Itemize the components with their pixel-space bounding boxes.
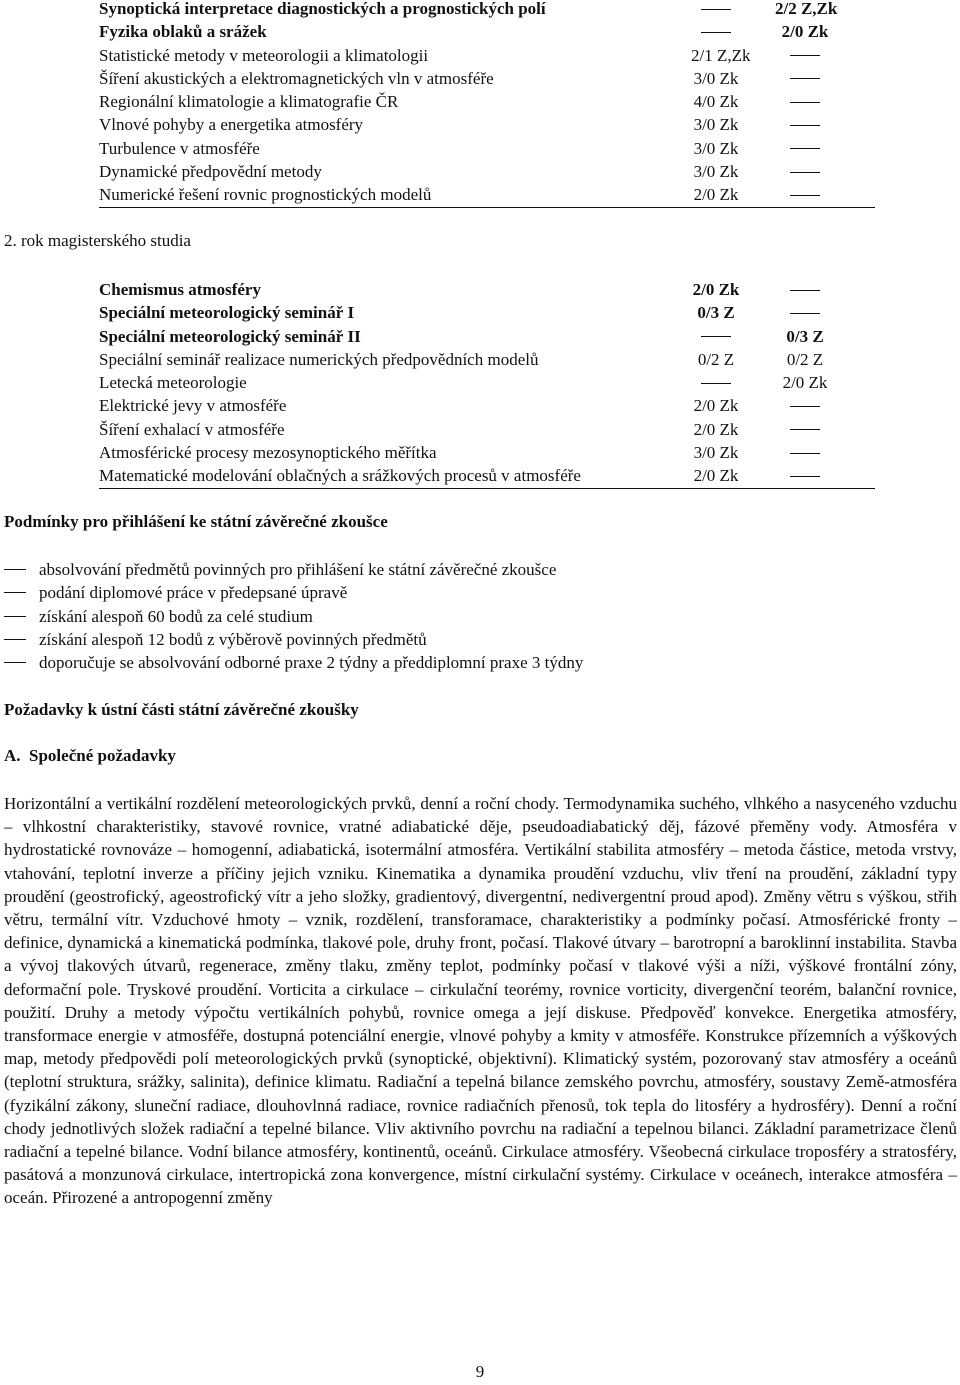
course-name: Atmosférické procesy mezosynoptického měřítka <box>99 443 437 463</box>
dash-mark <box>790 453 820 454</box>
summer-term-value: 2/2 Z,Zk <box>775 0 838 18</box>
course-name: Šíření exhalací v atmosféře <box>99 419 285 439</box>
dash-mark <box>790 55 820 56</box>
dash-mark <box>790 172 820 173</box>
table-row <box>99 20 875 43</box>
course-name: Turbulence v atmosféře <box>99 138 260 158</box>
table-bottom-rule <box>99 207 875 208</box>
course-name: Fyzika oblaků a srážek <box>99 22 267 42</box>
list-item-text: doporučuje se absolvování odborné praxe 2 týdny a předdiplomní praxe 3 týdny <box>39 653 584 673</box>
table-row <box>99 348 875 371</box>
winter-term-value: 2/0 Zk <box>693 185 739 205</box>
winter-term-value: 2/1 Z,Zk <box>691 45 751 65</box>
summer-term-value <box>775 67 835 90</box>
dash-mark <box>790 78 820 79</box>
dash-mark <box>701 9 731 10</box>
course-name: Vlnové pohyby a energetika atmosféry <box>99 115 364 135</box>
summer-term-value <box>775 441 835 464</box>
course-table-first-year <box>99 0 875 207</box>
winter-term-value <box>691 371 741 394</box>
course-name: Chemismus atmosféry <box>99 280 261 299</box>
list-item-text: absolvování předmětů povinných pro přihlášení ke státní závěrečné zkoušce <box>39 560 557 579</box>
summer-term-value <box>775 394 835 417</box>
table-row <box>99 113 875 136</box>
table-row <box>99 90 875 113</box>
course-name: Speciální meteorologický seminář II <box>99 326 361 346</box>
table-row <box>99 67 875 90</box>
list-item-text: získání alespoň 12 bodů z výběrově povinných předmětů <box>39 629 427 649</box>
dash-mark <box>790 102 820 103</box>
dash-mark <box>790 125 820 126</box>
course-table-second-year <box>99 278 875 488</box>
table-row <box>99 325 875 348</box>
table-row <box>99 418 875 441</box>
course-name: Synoptická interpretace diagnostických a prognostických polí <box>99 0 546 18</box>
dash-mark <box>790 313 820 314</box>
dash-mark <box>790 476 820 477</box>
table-row <box>99 183 875 206</box>
dash-bullet <box>4 662 26 663</box>
summer-term-value <box>775 418 835 441</box>
table-row <box>99 441 875 464</box>
table-row <box>99 301 875 324</box>
summer-term-value <box>775 90 835 113</box>
dash-mark <box>790 406 820 407</box>
dash-bullet <box>4 616 26 617</box>
winter-term-value: 3/0 Zk <box>693 162 739 182</box>
summer-term-value: 0/2 Z <box>786 349 824 369</box>
requirements-heading: Požadavky k ústní části státní závěrečné zkoušky <box>4 700 359 719</box>
winter-term-value <box>691 325 741 348</box>
summer-term-value <box>775 44 835 67</box>
year2-heading: 2. rok magisterského studia <box>4 231 191 250</box>
course-name: Speciální meteorologický seminář I <box>99 303 355 323</box>
dash-bullet <box>4 592 26 593</box>
winter-term-value: 4/0 Zk <box>693 92 739 112</box>
winter-term-value <box>691 0 741 20</box>
dash-mark <box>790 429 820 430</box>
dash-mark <box>790 148 820 149</box>
summer-term-value: 2/0 Zk <box>781 22 829 42</box>
subheading-common-requirements: A. Společné požadavky <box>4 746 176 765</box>
list-item-text: získání alespoň 60 bodů za celé studium <box>39 606 313 626</box>
table-row <box>99 160 875 183</box>
course-name: Dynamické předpovědní metody <box>99 162 322 182</box>
conditions-heading: Podmínky pro přihlášení ke státní závěrečné zkoušce <box>4 512 388 531</box>
page-number: 9 <box>475 1362 485 1381</box>
winter-term-value: 2/0 Zk <box>693 466 739 486</box>
dash-bullet <box>4 569 26 570</box>
table-row <box>99 0 875 20</box>
table-row <box>99 44 875 67</box>
winter-term-value: 0/3 Z <box>697 303 735 323</box>
dash-mark <box>701 32 731 33</box>
course-name: Matematické modelování oblačných a srážkových procesů v atmosféře <box>99 466 581 486</box>
winter-term-value: 2/0 Zk <box>693 396 739 416</box>
course-name: Regionální klimatologie a klimatografie ČR <box>99 92 399 112</box>
winter-term-value: 3/0 Zk <box>693 443 739 463</box>
table-bottom-rule-2 <box>99 488 875 489</box>
course-name: Numerické řešení rovnic prognostických modelů <box>99 185 432 205</box>
summer-term-value <box>775 301 835 324</box>
summer-term-value: 0/3 Z <box>786 326 824 346</box>
summer-term-value <box>775 137 835 160</box>
summer-term-value <box>775 113 835 136</box>
summer-term-value <box>775 183 835 206</box>
winter-term-value <box>691 20 741 43</box>
winter-term-value: 0/2 Z <box>697 349 735 369</box>
table-row <box>99 464 875 487</box>
requirements-body-text: Horizontální a vertikální rozdělení meteorologických prvků, denní a roční chody. Termodynamika suchého, vlhkého a nasyceného vzduchu – vlhkostní charakteristiky, stavové rovnice, vratné adiabatické děje, pseudoadiabatický děj, fázové přeměny vody. Atmosféra v hydrostatické rovnováze – homogenní, adiabatická, isotermální atmosféra. Vertikální stabilita atmosféry – metoda částice, metoda vrstvy, vtahování, teplotní inverze a příčiny jejich vzniku. Kinematika a dynamika proudění vzduchu, vliv tření na proudění, základní typy proudění (geostrofický, ageostrofický vítr a jeho složky, gradientový, divergentní, nedivergentní proud apod). Změny větru s výškou, střih větru, termální vítr. Vzduchové hmoty – vznik, rozdělení, transforamace, charakteristiky a podmínky počasí. Atmosférické fronty – definice, dynamická a kinematická podmínka, tlakové pole, druhy front, počasí. Tlakové útvary – barotropní a baroklinní instabilita. Stavba a vývoj tlakových útvarů, regenerace, změny tlaku, změny teplot, podmínky počasí v tlakové výši a níži, výškové frontální zóny, deformační pole. Tryskové proudění. Vorticita a cirkulace – cirkulační teorémy, rovnice vorticity, divergenční teorém, balanční rovnice, použití. Druhy a metody výpočtu vertikálních pohybů, rovnice omega a její diskuse. Předpověď konvekce. Energetika atmosféry, transformace energie v atmosféře, dostupná potenciální energie, vlnové pohyby a kmity v atmosféře. Konstrukce přízemních a výškových map, metody předpovědi polí meteorologických prvků (synoptické, objektivní). Klimatický systém, pozorovaný stav atmosféry a oceánů (teplotní struktura, srážky, salinita), definice klimatu. Radiační a tepelná bilance zemského povrchu, atmosféry, soustavy Země-atmosféra (fyzikální zákony, sluneční radiace, dlouhovlnná radiace, rovnice radiačních přenosů, tok tepla do litosféry a hydrosféry). Denní a roční chody jednotlivých složek radiační a tepelné bilance. Vliv aktivního povrchu na radiační a tepelnou bilanci. Základní parametrizace členů radiační a tepelné bilance. Vodní bilance atmosféry, kontinentů, oceánů. Cirkulace atmosféry. Všeobecná cirkulace troposféry a stratosféry, pasátová a monzunová cirkulace, intertropická zona konvergence, místní cirkulační systémy. Cirkulace v oceánech, interakce atmosféra – oceán. Přirozené a antropogenní změny <box>4 794 957 1208</box>
winter-term-value: 3/0 Zk <box>693 115 739 135</box>
course-name: Šíření akustických a elektromagnetických vln v atmosféře <box>99 68 494 88</box>
dash-mark <box>790 195 820 196</box>
summer-term-value <box>775 160 835 183</box>
course-name: Letecká meteorologie <box>99 373 247 393</box>
winter-term-value: 2/0 Zk <box>692 280 740 299</box>
table-row <box>99 137 875 160</box>
summer-term-value: 2/0 Zk <box>782 373 828 393</box>
course-name: Elektrické jevy v atmosféře <box>99 396 287 416</box>
winter-term-value: 2/0 Zk <box>693 419 739 439</box>
course-name: Speciální seminář realizace numerických předpovědních modelů <box>99 349 539 369</box>
dash-bullet <box>4 639 26 640</box>
list-item-text: podání diplomové práce v předepsané úpravě <box>39 583 348 603</box>
winter-term-value: 3/0 Zk <box>693 68 739 88</box>
table-row <box>99 394 875 417</box>
dash-mark <box>790 290 820 291</box>
dash-mark <box>701 336 731 337</box>
summer-term-value <box>775 278 835 301</box>
course-name: Statistické metody v meteorologii a klimatologii <box>99 45 429 65</box>
summer-term-value <box>775 464 835 487</box>
table-row <box>99 278 875 301</box>
dash-mark <box>701 383 731 384</box>
table-row <box>99 371 875 394</box>
winter-term-value: 3/0 Zk <box>693 138 739 158</box>
